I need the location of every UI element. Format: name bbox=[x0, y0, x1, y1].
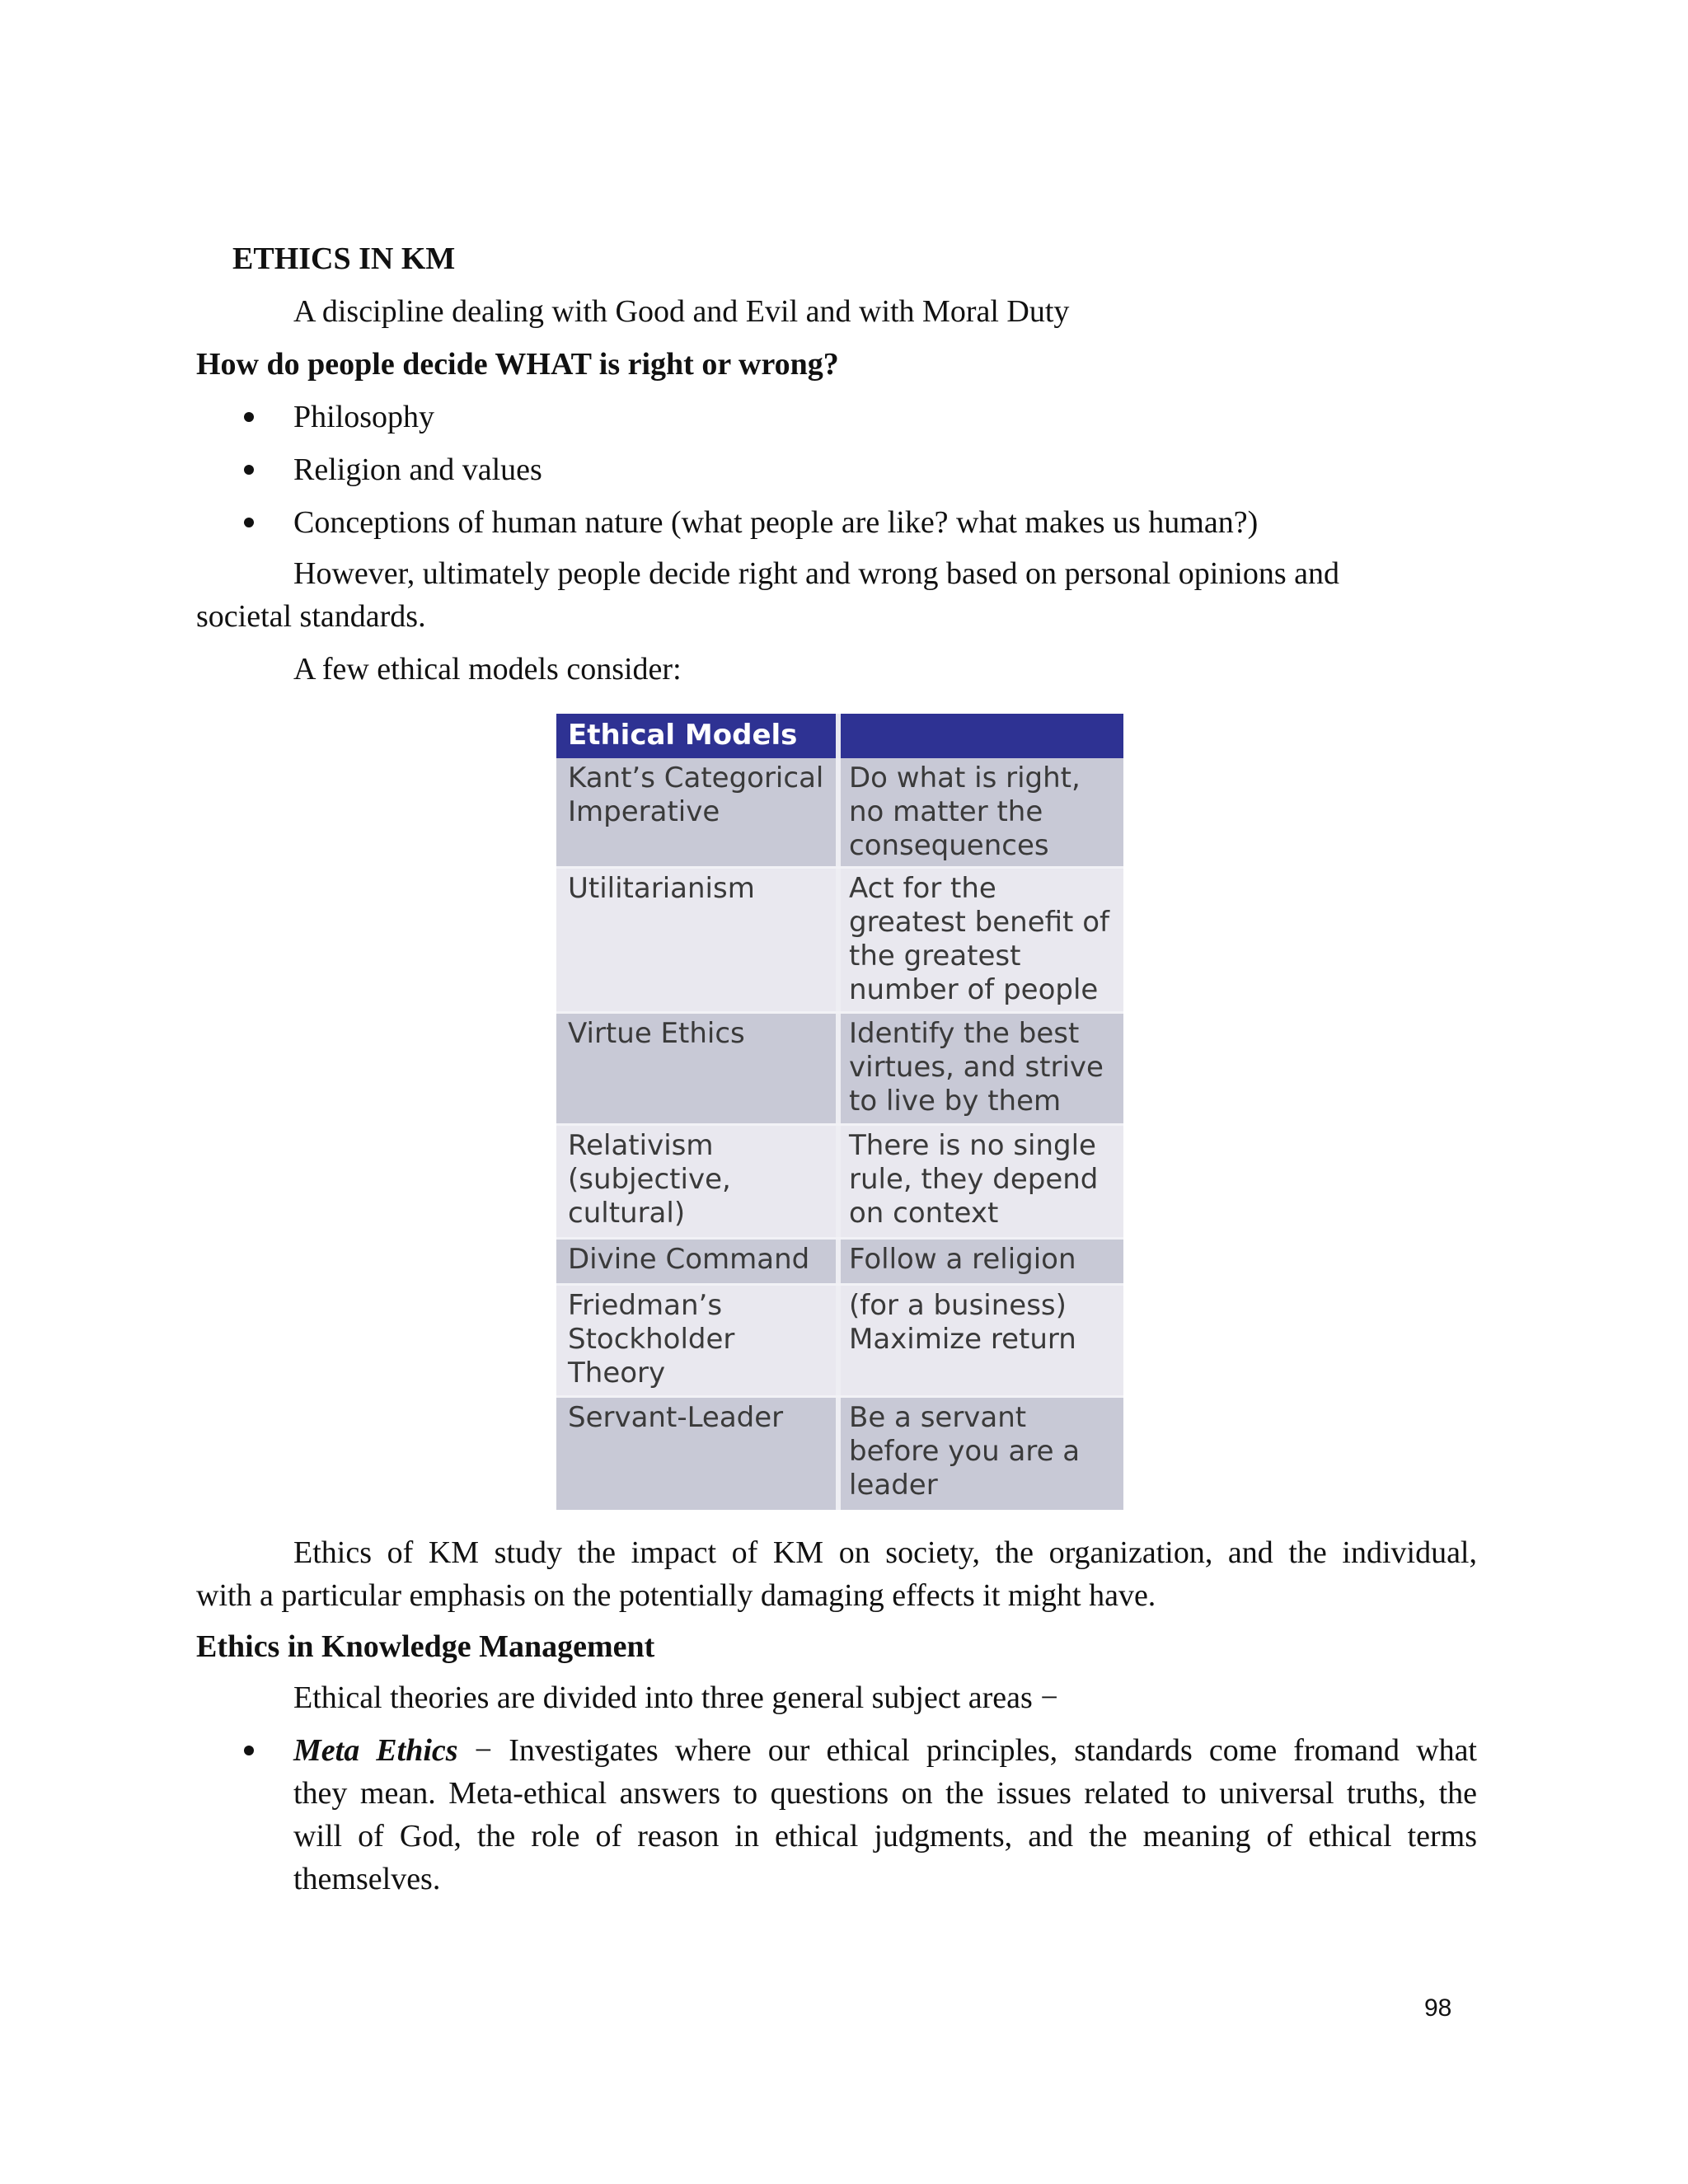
list-item-text: Religion and values bbox=[293, 452, 542, 487]
model-name: Kant’s Categorical Imperative bbox=[568, 762, 824, 828]
few-models-text: A few ethical models consider: bbox=[293, 652, 682, 687]
meta-ethics-line-2: they mean. Meta-ethical answers to questions on the issues related to universal truths, the bbox=[293, 1776, 1477, 1811]
ethical-models-table bbox=[556, 714, 1123, 1510]
meta-ethics-term: Meta Ethics bbox=[293, 1733, 458, 1768]
table-row bbox=[556, 1126, 1123, 1240]
bullet-dot bbox=[244, 465, 254, 475]
theories-intro: Ethical theories are divided into three general subject areas − bbox=[293, 1680, 1058, 1715]
list-item-text: Conceptions of human nature (what people are like? what makes us human?) bbox=[293, 505, 1259, 540]
model-description: Be a servant before you are a leader bbox=[849, 1401, 1081, 1502]
table-header-label: Ethical Models bbox=[568, 719, 798, 752]
however-line-1: However, ultimately people decide right and wrong based on personal opinions and bbox=[293, 556, 1340, 591]
however-line-2: societal standards. bbox=[196, 599, 426, 634]
page-number: 98 bbox=[1424, 1994, 1452, 2022]
model-description: Act for the greatest benefit of the greatest number of people bbox=[849, 872, 1109, 1006]
section-heading: Ethics in Knowledge Management bbox=[196, 1629, 655, 1664]
ethics-km-line-2: with a particular emphasis on the potentially damaging effects it might have. bbox=[196, 1578, 1156, 1613]
model-name: Virtue Ethics bbox=[568, 1017, 745, 1050]
page-title: ETHICS IN KM bbox=[232, 241, 456, 276]
meta-ethics-line-4: themselves. bbox=[293, 1862, 441, 1896]
model-name: Servant-Leader bbox=[568, 1401, 784, 1434]
table-row bbox=[556, 1286, 1123, 1398]
bullet-dot bbox=[244, 1746, 254, 1755]
model-description: Do what is right, no matter the consequences bbox=[849, 762, 1081, 862]
question-heading: How do people decide WHAT is right or wrong? bbox=[196, 347, 839, 382]
model-description: Identify the best virtues, and strive to live by them bbox=[849, 1017, 1104, 1118]
meta-ethics-line-1 bbox=[293, 1729, 1477, 1772]
model-name: Divine Command bbox=[568, 1243, 810, 1276]
table-row bbox=[556, 1014, 1123, 1126]
model-description: (for a business) Maximize return bbox=[849, 1289, 1076, 1356]
ethics-km-line-1: Ethics of KM study the impact of KM on society, the organization, and the individual, bbox=[293, 1535, 1477, 1570]
meta-ethics-line-1-rest: − Investigates where our ethical principles, standards come fromand what bbox=[457, 1733, 1477, 1768]
table-header bbox=[556, 714, 1123, 758]
model-description: Follow a religion bbox=[849, 1243, 1076, 1276]
model-name: Friedman’s Stockholder Theory bbox=[568, 1289, 735, 1390]
list-item-text: Philosophy bbox=[293, 400, 435, 434]
model-name: Relativism (subjective, cultural) bbox=[568, 1129, 731, 1230]
bullet-dot bbox=[244, 412, 254, 422]
table-row bbox=[556, 1398, 1123, 1510]
table-row bbox=[556, 758, 1123, 869]
table-row bbox=[556, 1240, 1123, 1286]
bullet-dot bbox=[244, 518, 254, 527]
definition-text: A discipline dealing with Good and Evil and with Moral Duty bbox=[293, 294, 1070, 329]
model-description: There is no single rule, they depend on context bbox=[849, 1129, 1099, 1230]
meta-ethics-line-3: will of God, the role of reason in ethical judgments, and the meaning of ethical terms bbox=[293, 1819, 1477, 1854]
table-row bbox=[556, 869, 1123, 1014]
model-name: Utilitarianism bbox=[568, 872, 755, 905]
